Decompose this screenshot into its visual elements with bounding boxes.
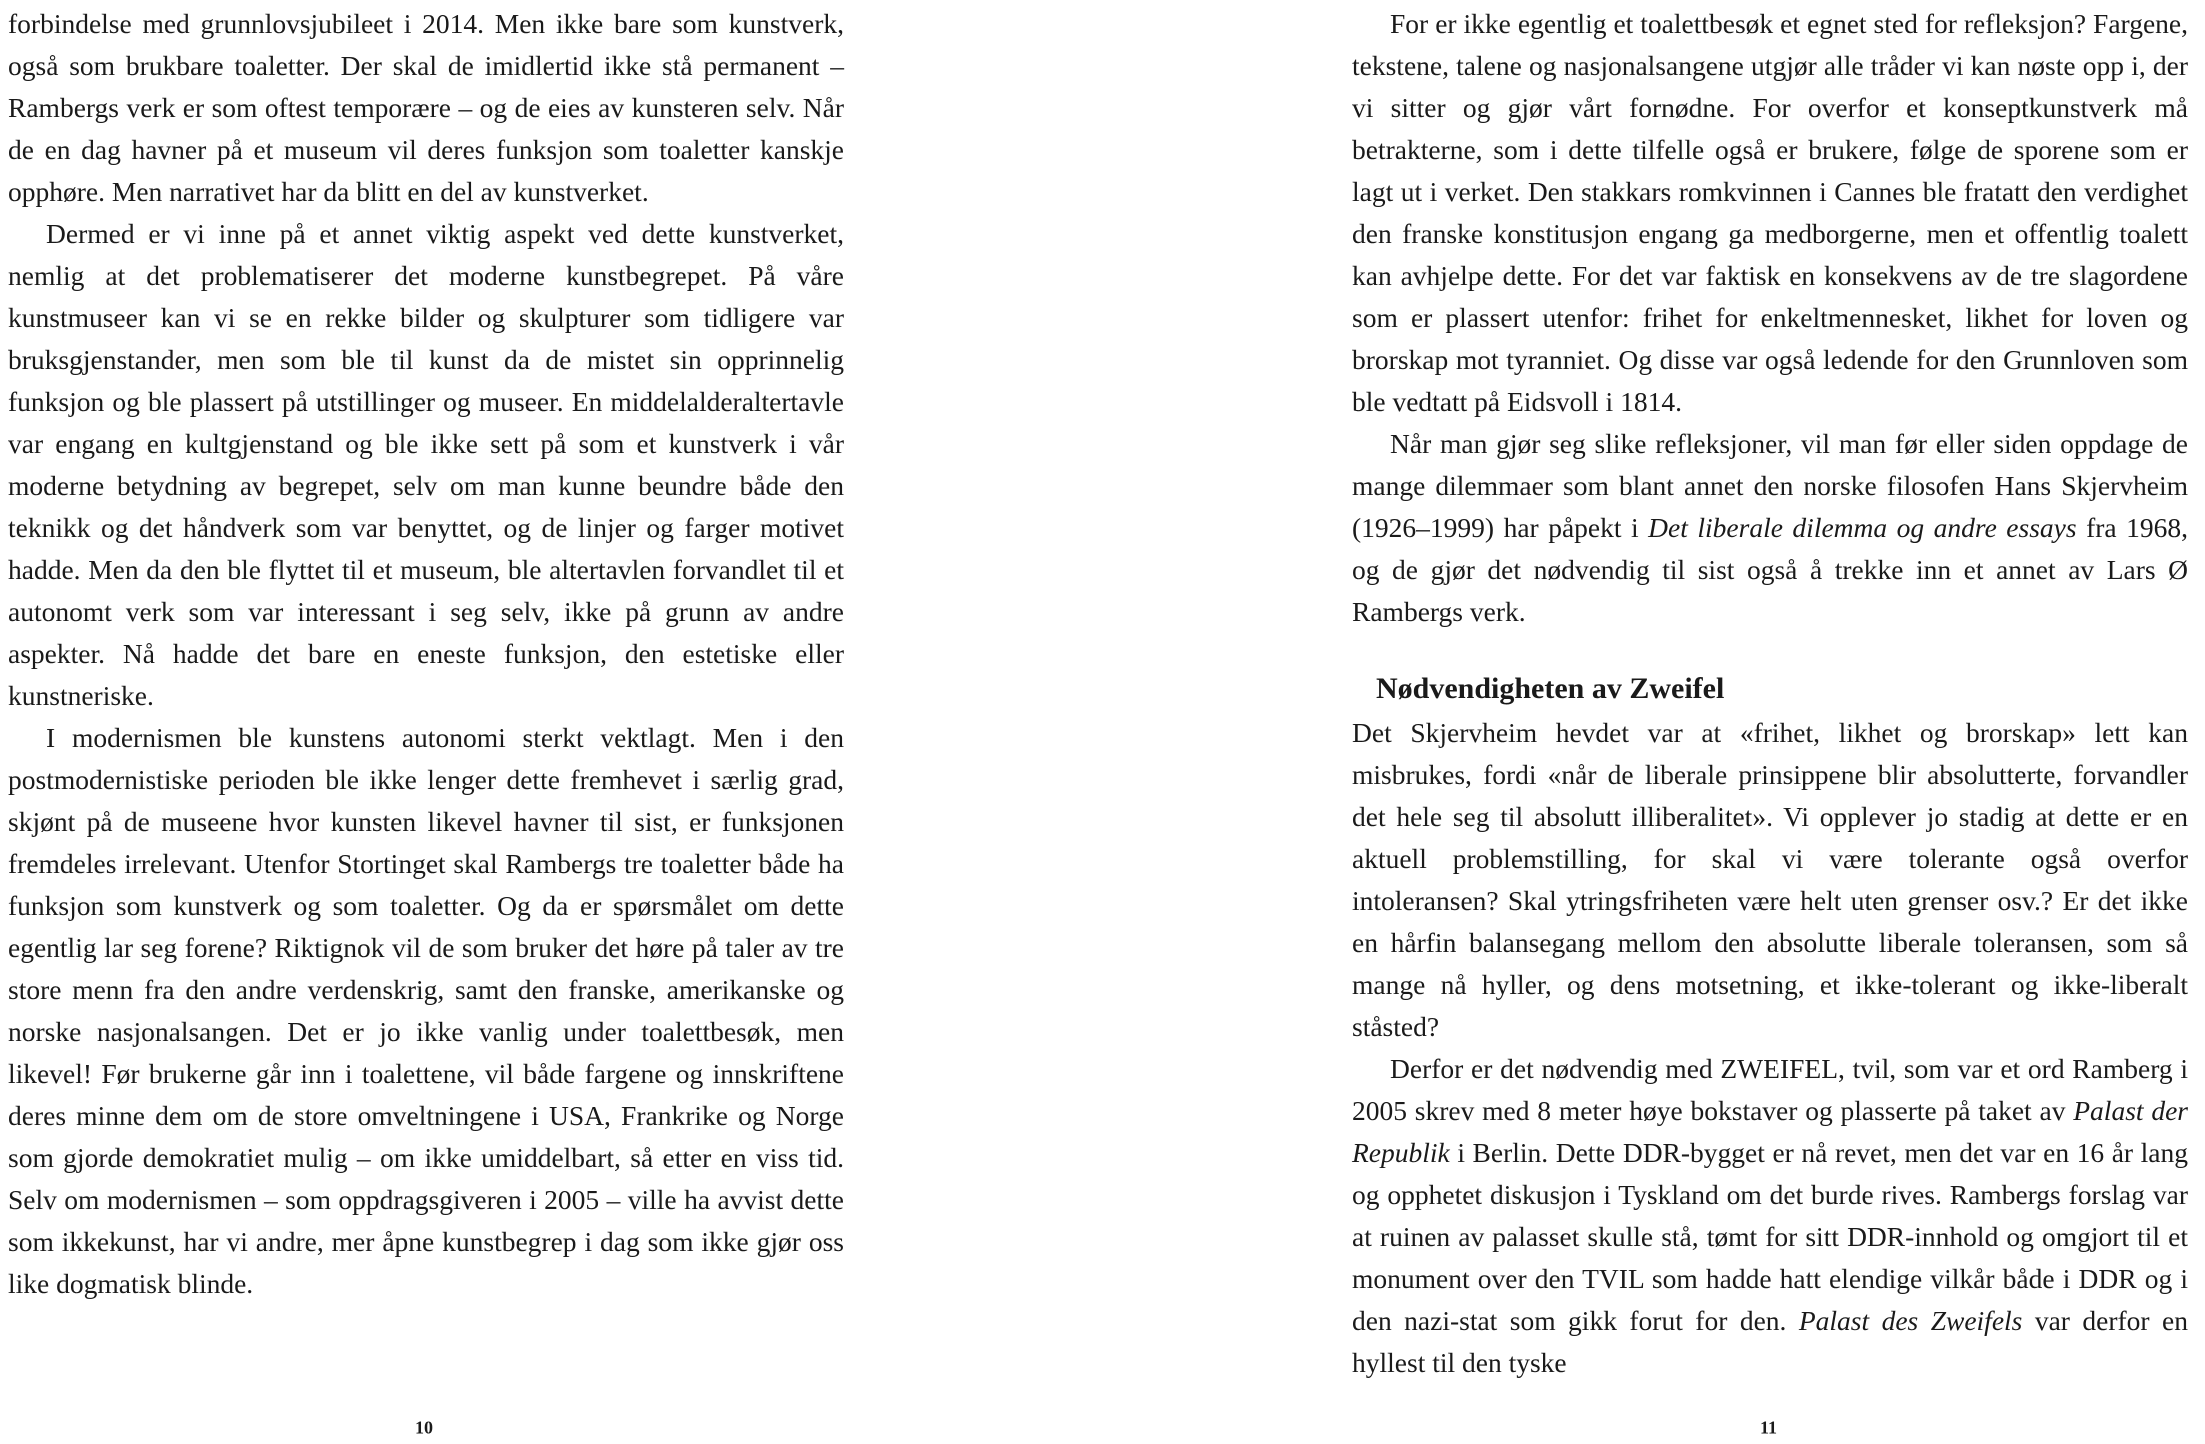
text-run: fra 1968, og de gjør det nødvendig til sist også å trekke inn et annet av Lars Ø Rambergs verk.	[1352, 512, 2188, 627]
paragraph	[1352, 1048, 2188, 1384]
paragraph	[1352, 423, 2188, 633]
book-title-italic: Det liberale dilemma og andre essays	[1648, 512, 2077, 543]
paragraph: I modernismen ble kunstens autonomi sterkt vektlagt. Men i den postmodernistiske perioden ble ikke lenger dette fremhevet i særlig grad, skjønt på de museene hvor kunsten likevel havner til sist, er funksjonen fremdeles irrelevant. Utenfor Stortinget skal Rambergs tre toaletter både ha funksjon som kunstverk og som toaletter. Og da er spørsmålet om dette egentlig lar seg forene? Riktignok vil de som bruker det høre på taler av tre store menn fra den andre verdenskrig, samt den franske, amerikanske og norske nasjonalsangen. Det er jo ikke vanlig under toalettbesøk, men likevel! Før brukerne går inn i toalettene, vil både fargene og innskriftene deres minne dem om de store omveltningene i USA, Frankrike og Norge som gjorde demokratiet mulig – om ikke umiddelbart, så etter en viss tid. Selv om modernismen – som oppdragsgiveren i 2005 – ville ha avvist dette som ikkekunst, har vi andre, mer åpne kunstbegrep i dag som ikke gjør oss like dogmatisk blinde.	[8, 722, 844, 1299]
section-heading: Nødvendigheten av Zweifel	[1376, 672, 1725, 705]
text-run: Når man gjør seg slike refleksjoner, vil man før eller siden oppdage de mange dilemmaer som blant annet den norske filosofen Hans Skjervheim (1926–1999) har påpekt i	[1352, 428, 2188, 543]
left-page-body	[8, 3, 844, 1305]
text-run: Det Skjervheim hevdet var at «frihet, likhet og brorskap» lett kan misbrukes, fordi «når de liberale prinsippene blir absolutterte, forvandler det hele seg til absolutt illiberalitet». Vi opplever jo stadig at dette er en aktuell problemstilling, for skal vi være tolerante også overfor intoleransen? Skal ytringsfriheten være helt uten grenser osv.? Er det ikke en hårfin balansegang mellom den absolutte liberale toleransen, som så mange nå hyller, og dens motsetning, et ikke-tolerant og ikke-liberalt ståsted?	[1352, 717, 2188, 1042]
page-number-left: 10	[415, 1417, 433, 1438]
right-page	[1352, 0, 2188, 1384]
artwork-title-italic: Palast des Zweifels	[1798, 1305, 2023, 1336]
paragraph: forbindelse med grunnlovsjubileet i 2014. Men ikke bare som kunstverk, også som brukbare toaletter. Der skal de imidlertid ikke stå permanent – Rambergs verk er som oftest temporære – og de eies av kunsteren selv. Når de en dag havner på et museum vil deres funksjon som toaletter kanskje opphøre. Men narrativet har da blitt en del av kunstverket.	[8, 8, 844, 207]
right-page-body	[1352, 3, 2188, 633]
text-run: i Berlin. Dette DDR-bygget er nå revet, men det var en 16 år lang og opphetet diskusjon i Tyskland om det burde rives. Rambergs forslag var at ruinen av palasset skulle stå, tømt for sitt DDR-innhold og omgjort til et monument over den TVIL som hadde hatt elendige vilkår både i DDR og i den nazi-stat som gikk forut for den.	[1352, 1137, 2188, 1336]
right-page-body-continued	[1352, 712, 2188, 1384]
text-run: For er ikke egentlig et toalettbesøk et egnet sted for refleksjon? Fargene, tekstene, talene og nasjonalsangene utgjør alle tråder vi kan nøste opp i, der vi sitter og gjør vårt fornødne. For overfor et konseptkunstverk må betrakterne, som i dette tilfelle også er brukere, følge de sporene som er lagt ut i verket. Den stakkars romkvinnen i Cannes ble fratatt den verdighet den franske konstitusjon engang ga medborgerne, men et offentlig toalett kan avhjelpe dette. For det var faktisk en konsekvens av de tre slagordene som er plassert utenfor: frihet for enkeltmennesket, likhet for loven og brorskap mot tyranniet. Og disse var også ledende for den Grunnloven som ble vedtatt på Eidsvoll i 1814.	[1352, 8, 2188, 417]
text-run: Derfor er det nødvendig med ZWEIFEL, tvil, som var et ord Ramberg i 2005 skrev med 8 meter høye bokstaver og plasserte på taket av	[1352, 1053, 2188, 1126]
left-page	[8, 0, 844, 1305]
page-number-right: 11	[1760, 1417, 1778, 1438]
paragraph	[1352, 712, 2188, 1048]
text-run: var derfor en hyllest til den tyske	[1352, 1305, 2188, 1378]
place-name-italic: Palast der Republik	[1352, 1095, 2188, 1168]
paragraph	[1352, 3, 2188, 423]
paragraph: Dermed er vi inne på et annet viktig aspekt ved dette kunstverket, nemlig at det problematiserer det moderne kunstbegrepet. På våre kunstmuseer kan vi se en rekke bilder og skulpturer som tidligere var bruksgjenstander, men som ble til kunst da de mistet sin opprinnelig funksjon og ble plassert på utstillinger og museer. En middelalderaltertavle var engang en kultgjenstand og ble ikke sett på som et kunstverk i vår moderne betydning av begrepet, selv om man kunne beundre både den teknikk og det håndverk som var benyttet, og de linjer og farger motivet hadde. Men da den ble flyttet til et museum, ble altertavlen forvandlet til et autonomt verk som var interessant i seg selv, ikke på grunn av andre aspekter. Nå hadde det bare en eneste funksjon, den estetiske eller kunstneriske.	[8, 218, 844, 711]
